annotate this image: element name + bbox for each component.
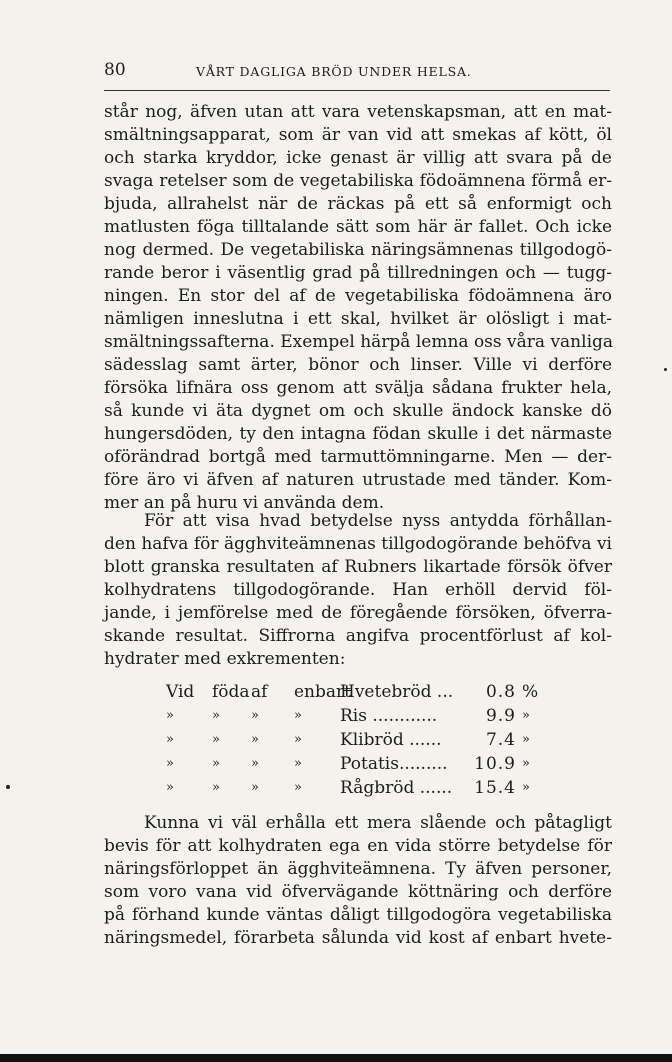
text-line: oförändrad bortgå med tarmuttömningarne. Men — der- — [104, 447, 612, 467]
text-line: mer an på huru vi använda dem. — [104, 493, 385, 513]
paragraph-3 — [104, 812, 612, 950]
text-line: matlusten föga tilltalande sätt som här är fallet. Och icke — [104, 217, 612, 237]
table-cell: » — [294, 708, 302, 723]
page-number: 80 — [104, 60, 126, 80]
text-line: så kunde vi äta dygnet om och skulle ändock kanske dö — [104, 401, 612, 421]
food-name: Potatis......... — [340, 754, 448, 774]
table-row — [166, 680, 546, 704]
text-line: smältningsapparat, som är van vid att smekas af kött, öl — [104, 125, 612, 145]
table-cell: » — [166, 756, 174, 771]
table-cell: » — [166, 780, 174, 795]
text-line: nämligen inneslutna i ett skal, hvilket är olösligt i mat- — [104, 309, 612, 329]
percent-value: 15.4 — [474, 778, 516, 798]
table-cell: » — [294, 732, 302, 747]
table-row — [166, 728, 546, 752]
page-header — [0, 60, 672, 84]
table-cell: » — [166, 708, 174, 723]
food-name: Hvetebröd ... — [340, 682, 454, 702]
unit-mark: » — [522, 732, 530, 747]
percent-value: 7.4 — [485, 730, 516, 750]
food-name: Ris ............ — [340, 706, 438, 726]
text-line: För att visa hvad betydelse nyss antydda förhållan- — [144, 511, 612, 531]
percent-value: 10.9 — [474, 754, 516, 774]
text-line: ningen. En stor del af de vegetabiliska födoämnena äro — [104, 286, 612, 306]
text-line: näringsförloppet än ägghviteämnena. Ty äfven personer, — [104, 859, 612, 879]
text-line: hungersdöden, ty den intagna födan skulle i det närmaste — [104, 424, 612, 444]
paragraph-2 — [104, 510, 612, 671]
table-cell: » — [212, 732, 220, 747]
text-line: jande, i jemförelse med de föregående försöken, öfverra- — [104, 603, 612, 623]
text-line: före äro vi äfven af naturen utrustade med tänder. Kom- — [104, 470, 612, 490]
table-row — [166, 776, 546, 800]
food-name: Rågbröd ...... — [340, 778, 453, 798]
ink-speck — [6, 785, 10, 789]
text-line: kolhydratens tillgodogörande. Han erhöll dervid föl- — [104, 580, 612, 600]
text-line: hydrater med exkrementen: — [104, 649, 346, 669]
percent-value: 0.8 — [485, 682, 516, 702]
table-cell: » — [294, 780, 302, 795]
data-table — [166, 680, 546, 800]
unit-mark: » — [522, 756, 530, 771]
table-cell: » — [166, 732, 174, 747]
table-cell: » — [294, 756, 302, 771]
table-cell: » — [251, 780, 259, 795]
ink-speck — [664, 368, 667, 371]
food-name: Klibröd ...... — [340, 730, 442, 750]
text-line: den hafva för ägghviteämnenas tillgodogörande behöfva vi — [104, 534, 612, 554]
running-title: VÅRT DAGLIGA BRÖD UNDER HELSA. — [196, 64, 472, 79]
unit-mark: % — [522, 682, 539, 702]
text-line: svaga retelser som de vegetabiliska födoämnena förmå er- — [104, 171, 612, 191]
text-line: nog dermed. De vegetabiliska näringsämnenas tillgodogö- — [104, 240, 612, 260]
unit-mark: » — [522, 708, 530, 723]
unit-mark: » — [522, 780, 530, 795]
table-cell: föda — [212, 682, 250, 702]
table-cell: » — [212, 708, 220, 723]
text-line: sädesslag samt ärter, bönor och linser. Ville vi derföre — [104, 355, 612, 375]
text-line: skande resultat. Siffrorna angifva procentförlust af kol- — [104, 626, 612, 646]
text-line: bjuda, allrahelst när de räckas på ett så enformigt och — [104, 194, 612, 214]
table-cell: af — [251, 682, 268, 702]
table-cell: » — [212, 756, 220, 771]
scan-edge — [0, 1054, 672, 1062]
text-line: rande beror i väsentlig grad på tillredningen och — tugg- — [104, 263, 612, 283]
text-line: blott granska resultaten af Rubners likartade försök öfver — [104, 557, 612, 577]
table-cell: » — [251, 756, 259, 771]
table-cell: » — [251, 708, 259, 723]
table-cell: enbart — [294, 682, 351, 702]
text-line: och starka kryddor, icke genast är villig att svara på de — [104, 148, 612, 168]
text-line: står nog, äfven utan att vara vetenskapsman, att en mat- — [104, 102, 612, 122]
text-line: som voro vana vid öfvervägande köttnäring och derföre — [104, 882, 612, 902]
table-cell: » — [251, 732, 259, 747]
text-line: näringsmedel, förarbeta sålunda vid kost af enbart hvete- — [104, 928, 612, 948]
text-line: bevis för att kolhydraten ega en vida större betydelse för — [104, 836, 612, 856]
table-row — [166, 704, 546, 728]
percent-value: 9.9 — [485, 706, 516, 726]
table-row — [166, 752, 546, 776]
text-line: smältningssafterna. Exempel härpå lemna oss våra vanliga — [104, 332, 614, 352]
text-line: Kunna vi väl erhålla ett mera slående och påtagligt — [144, 813, 612, 833]
table-cell: Vid — [166, 682, 195, 702]
table-cell: » — [212, 780, 220, 795]
header-rule — [104, 90, 610, 91]
paragraph-1 — [104, 101, 612, 515]
text-line: på förhand kunde väntas dåligt tillgodogöra vegetabiliska — [104, 905, 612, 925]
text-line: försöka lifnära oss genom att svälja sådana frukter hela, — [104, 378, 612, 398]
